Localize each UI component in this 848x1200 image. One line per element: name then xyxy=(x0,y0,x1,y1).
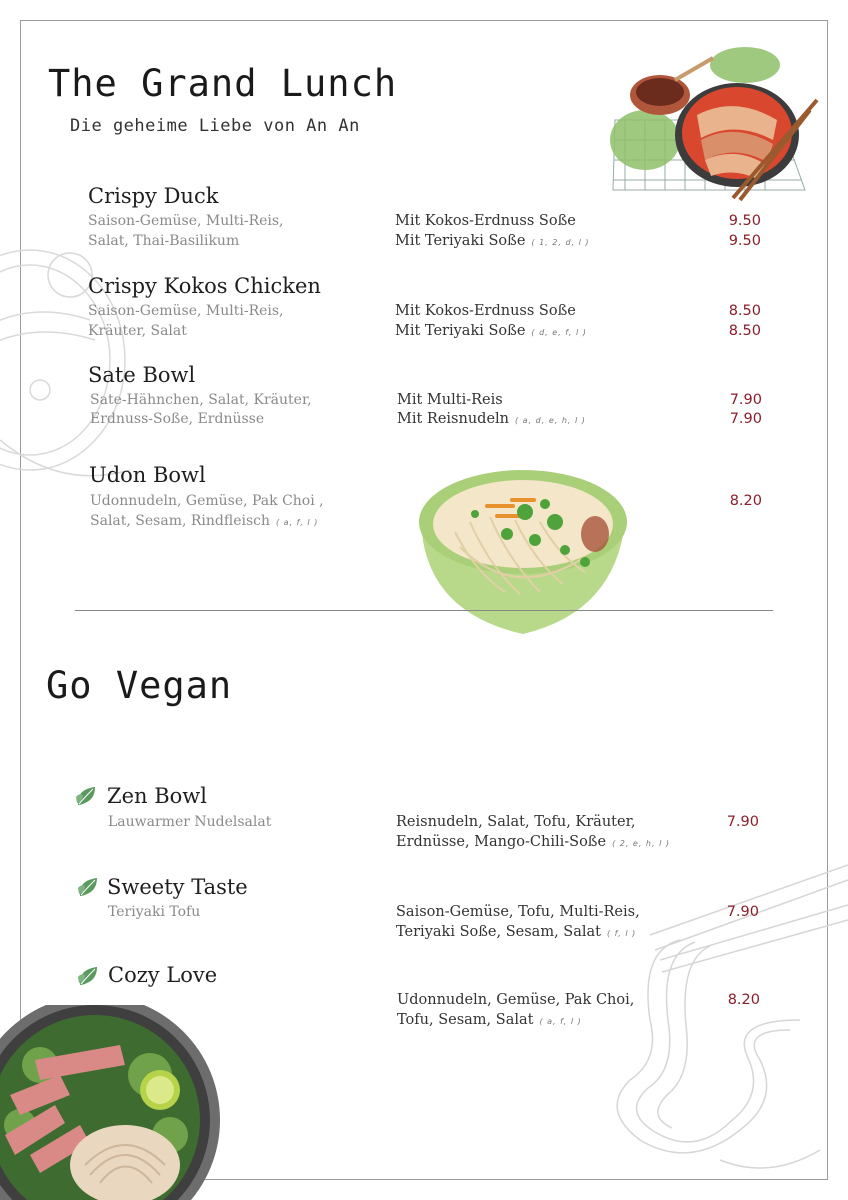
item-desc: Saison-Gemüse, Multi-Reis, xyxy=(88,213,284,229)
item-desc: Lauwarmer Nudelsalat xyxy=(108,814,272,830)
section-title-vegan: Go Vegan xyxy=(46,664,233,707)
item-name-sweety-taste: Sweety Taste xyxy=(107,875,248,899)
item-price: 7.90 xyxy=(726,814,759,830)
item-price: 7.90 xyxy=(726,904,759,920)
item-name-crispy-duck: Crispy Duck xyxy=(88,184,219,208)
allergen-codes: ( 2, e, h, l ) xyxy=(612,839,670,848)
leaf-icon xyxy=(75,785,97,807)
leaf-icon xyxy=(77,965,99,987)
allergen-codes: ( 1, 2, d, l ) xyxy=(531,238,590,247)
item-name-sate-bowl: Sate Bowl xyxy=(88,363,196,387)
item-option: Mit Teriyaki Soße ( 1, 2, d, l ) xyxy=(395,233,590,249)
item-desc: Saison-Gemüse, Multi-Reis, xyxy=(88,303,284,319)
udon-bowl-illustration xyxy=(415,462,630,640)
item-option: Mit Teriyaki Soße ( d, e, f, l ) xyxy=(395,323,587,339)
item-details: Udonnudeln, Gemüse, Pak Choi, xyxy=(397,992,635,1008)
item-details: Tofu, Sesam, Salat ( a, f, l ) xyxy=(397,1012,582,1028)
item-price: 9.50 xyxy=(728,213,761,229)
item-desc: Salat, Thai-Basilikum xyxy=(88,233,240,249)
item-name-cozy-love: Cozy Love xyxy=(108,963,218,987)
item-desc: Erdnuss-Soße, Erdnüsse xyxy=(90,411,265,427)
duck-plate-illustration xyxy=(605,40,820,205)
item-details: Teriyaki Soße, Sesam, Salat ( f, l ) xyxy=(396,924,637,940)
item-price: 8.50 xyxy=(728,323,761,339)
item-name-zen-bowl: Zen Bowl xyxy=(107,784,207,808)
item-price: 7.90 xyxy=(729,392,762,408)
item-details: Erdnüsse, Mango-Chili-Soße ( 2, e, h, l ) xyxy=(396,834,670,850)
item-desc: Kräuter, Salat xyxy=(88,323,187,339)
item-desc: Salat, Sesam, Rindfleisch ( a, f, l ) xyxy=(90,513,319,529)
item-price: 8.20 xyxy=(729,493,762,509)
noodle-bowl-illustration xyxy=(0,1005,225,1200)
item-option: Mit Kokos-Erdnuss Soße xyxy=(395,303,576,319)
section-divider xyxy=(75,610,773,611)
item-name-udon-bowl: Udon Bowl xyxy=(89,463,206,487)
item-desc: Teriyaki Tofu xyxy=(108,904,201,920)
item-price: 8.20 xyxy=(727,992,760,1008)
allergen-codes: ( f, l ) xyxy=(606,929,637,938)
item-desc: Udonnudeln, Gemüse, Pak Choi , xyxy=(90,493,324,509)
item-desc: Sate-Hähnchen, Salat, Kräuter, xyxy=(90,392,312,408)
item-price: 8.50 xyxy=(728,303,761,319)
allergen-codes: ( a, d, e, h, l ) xyxy=(515,416,586,425)
item-price: 9.50 xyxy=(728,233,761,249)
allergen-codes: ( a, f, l ) xyxy=(276,518,319,527)
allergen-codes: ( d, e, f, l ) xyxy=(531,328,587,337)
item-option: Mit Reisnudeln ( a, d, e, h, l ) xyxy=(397,411,586,427)
item-details: Reisnudeln, Salat, Tofu, Kräuter, xyxy=(396,814,636,830)
leaf-icon xyxy=(77,876,99,898)
item-name-crispy-kokos-chicken: Crispy Kokos Chicken xyxy=(88,274,321,298)
item-option: Mit Kokos-Erdnuss Soße xyxy=(395,213,576,229)
item-option: Mit Multi-Reis xyxy=(397,392,503,408)
item-price: 7.90 xyxy=(729,411,762,427)
section-subtitle-lunch: Die geheime Liebe von An An xyxy=(70,116,360,136)
section-title-lunch: The Grand Lunch xyxy=(48,62,398,105)
allergen-codes: ( a, f, l ) xyxy=(539,1017,582,1026)
item-details: Saison-Gemüse, Tofu, Multi-Reis, xyxy=(396,904,640,920)
